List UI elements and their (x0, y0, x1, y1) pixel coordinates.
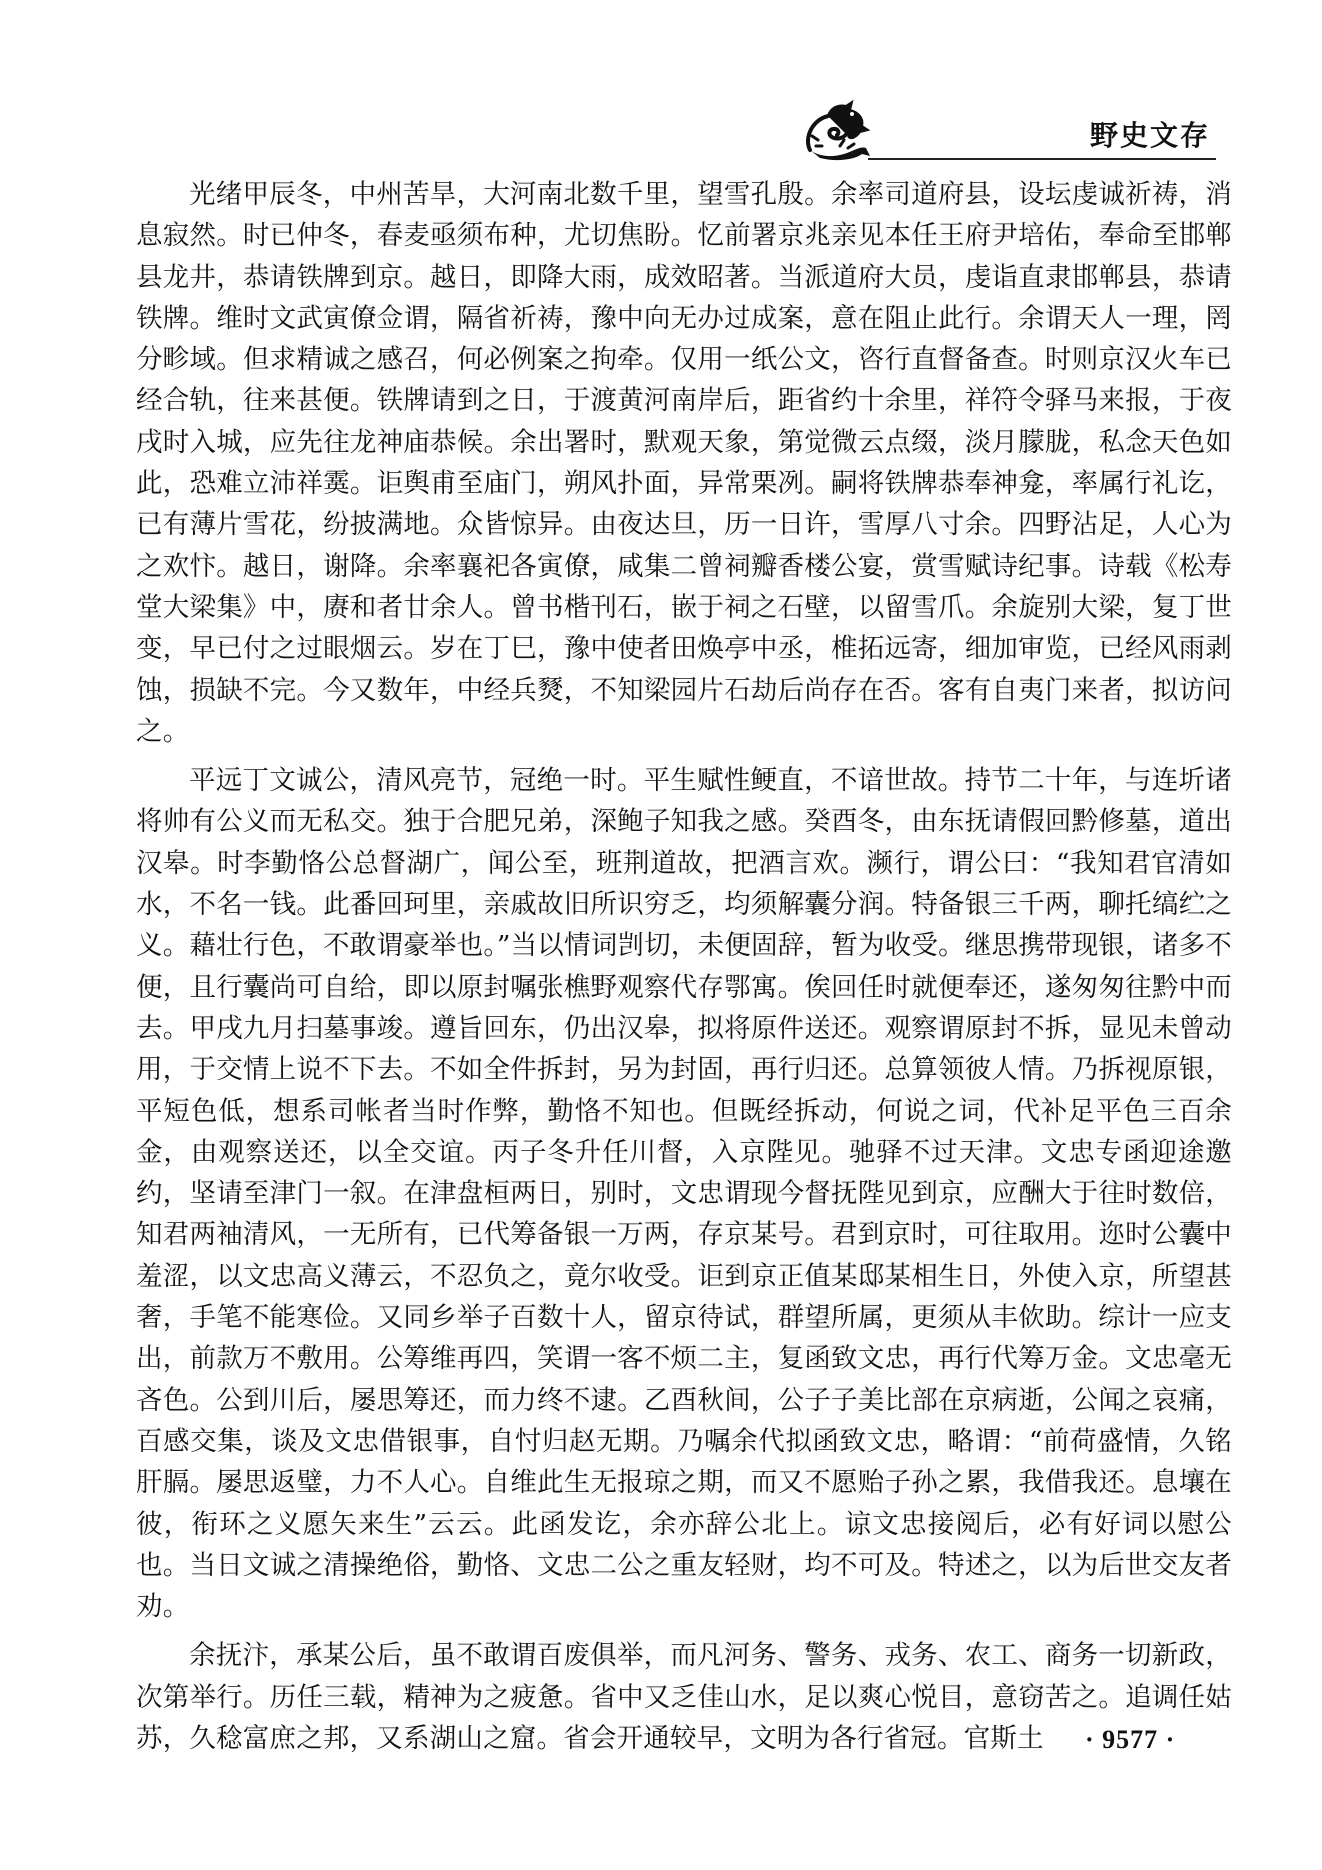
book-title: 野史文存 (1089, 119, 1210, 152)
paragraph-1: 光绪甲辰冬，中州苦旱，大河南北数千里，望雪孔殷。余率司道府县，设坛虔诚祈祷，消息寂然。时已仲冬，春麦亟须布种，尤切焦盼。忆前署京兆亲见本任王府尹培佑，奉命至邯郸县龙井，恭请铁牌到京。越日，即降大雨，成效昭著。当派道府大员，虔诣直隶邯郸县，恭请铁牌。维时文武寅僚佥谓，隔省祈祷，豫中向无办过成案，意在阻止此行。余谓天人一理，罔分畛域。但求精诚之感召，何必例案之拘牵。仅用一纸公文，咨行直督备查。时则京汉火车已经合轨，往来甚便。铁牌请到之日，于渡黄河南岸后，距省约十余里，祥符令驿马来报，于夜戌时入城，应先往龙神庙恭候。余出署时，默观天象，第觉微云点缀，淡月朦胧，私念天色如此，恐难立沛祥霙。讵舆甫至庙门，朔风扑面，异常栗冽。嗣将铁牌恭奉神龛，率属行礼讫，已有薄片雪花，纷披满地。众皆惊异。由夜达旦，历一日许，雪厚八寸余。四野沾足，人心为之欢忭。越日，谢降。余率襄祀各寅僚，咸集二曾祠瓣香楼公宴，赏雪赋诗纪事。诗载《松寿堂大梁集》中，赓和者廿余人。曾书楷刊石，嵌于祠之石壁，以留雪爪。余旋别大梁，复丁世变，早已付之过眼烟云。岁在丁巳，豫中使者田焕亭中丞，椎拓远寄，细加审览，已经风雨剥蚀，损缺不完。今又数年，中经兵燹，不知梁园片石劫后尚存在否。客有自夷门来者，拟访问之。 (136, 179, 1232, 747)
dragon-emblem-icon (800, 100, 872, 162)
paragraph-3: 余抚汴，承某公后，虽不敢谓百废俱举，而凡河务、警务、戎务、农工、商务一切新政，次第举行。历任三载，精神为之疲惫。省中又乏佳山水，足以爽心悦目，意窃苦之。追调任姑苏，久稔富庶之邦，又系湖山之窟。省会开通较早，文明为各行省冠。官斯土 (136, 1640, 1232, 1754)
paragraph-2: 平远丁文诚公，清风亮节，冠绝一时。平生赋性鲠直，不谙世故。持节二十年，与连圻诸将帅有公义而无私交。独于合肥兄弟，深鲍子知我之感。癸酉冬，由东抚请假回黔修墓，道出汉皋。时李勤恪公总督湖广，闻公至，班荆道故，把酒言欢。濒行，谓公曰：“我知君官清如水，不名一钱。此番回珂里，亲戚故旧所识穷乏，均须解囊分润。特备银三千两，聊托缟纻之义。藉壮行色，不敢谓豪举也。”当以情词剀切，未便固辞，暂为收受。继思携带现银，诸多不便，且行囊尚可自给，即以原封嘱张樵野观察代存鄂寓。俟回任时就便奉还，遂匆匆往黔中而去。甲戌九月扫墓事竣。遵旨回东，仍出汉皋，拟将原件送还。观察谓原封不拆，显见未曾动用，于交情上说不下去。不如全件拆封，另为封固，再行归还。总算领彼人情。乃拆视原银，平短色低，想系司帐者当时作弊，勤恪不知也。但既经拆动，何说之词，代补足平色三百余金，由观察送还，以全交谊。丙子冬升任川督，入京陛见。驰驿不过天津。文忠专函迎途邀约，坚请至津门一叙。在津盘桓两日，别时，文忠谓现今督抚陛见到京，应酬大于往时数倍，知君两袖清风，一无所有，已代筹备银一万两，存京某号。君到京时，可往取用。迩时公囊中羞涩，以文忠高义薄云，不忍负之，竟尔收受。讵到京正值某邸某相生日，外使入京，所望甚奢，手笔不能寒俭。又同乡举子百数十人，留京待试，群望所属，更须从丰佽助。综计一应支出，前款万不敷用。公筹维再四，笑谓一客不烦二主，复函致文忠，再行代筹万金。文忠毫无吝色。公到川后，屡思筹还，而力终不逮。乙酉秋间，公子子美比部在京病逝，公闻之哀痛，百感交集，谈及文忠借银事，自忖归赵无期。乃嘱余代拟函致文忠，略谓：“前荷盛情，久铭肝膈。屡思返璧，力不人心。自维此生无报琼之期，而又不愿贻子孙之累，我借我还。息壤在彼，衔环之义愿矢来生”云云。此函发讫，余亦辞公北上。谅文忠接阅后，必有好词以慰公也。当日文诚之清操绝俗，勤恪、文忠二公之重友轻财，均不可及。特述之，以为后世交友者劝。 (136, 765, 1232, 1623)
running-header (800, 100, 1220, 170)
page-number: · 9577 · (1085, 1725, 1176, 1754)
body-text (136, 174, 1232, 1767)
header-rule (868, 158, 1216, 160)
